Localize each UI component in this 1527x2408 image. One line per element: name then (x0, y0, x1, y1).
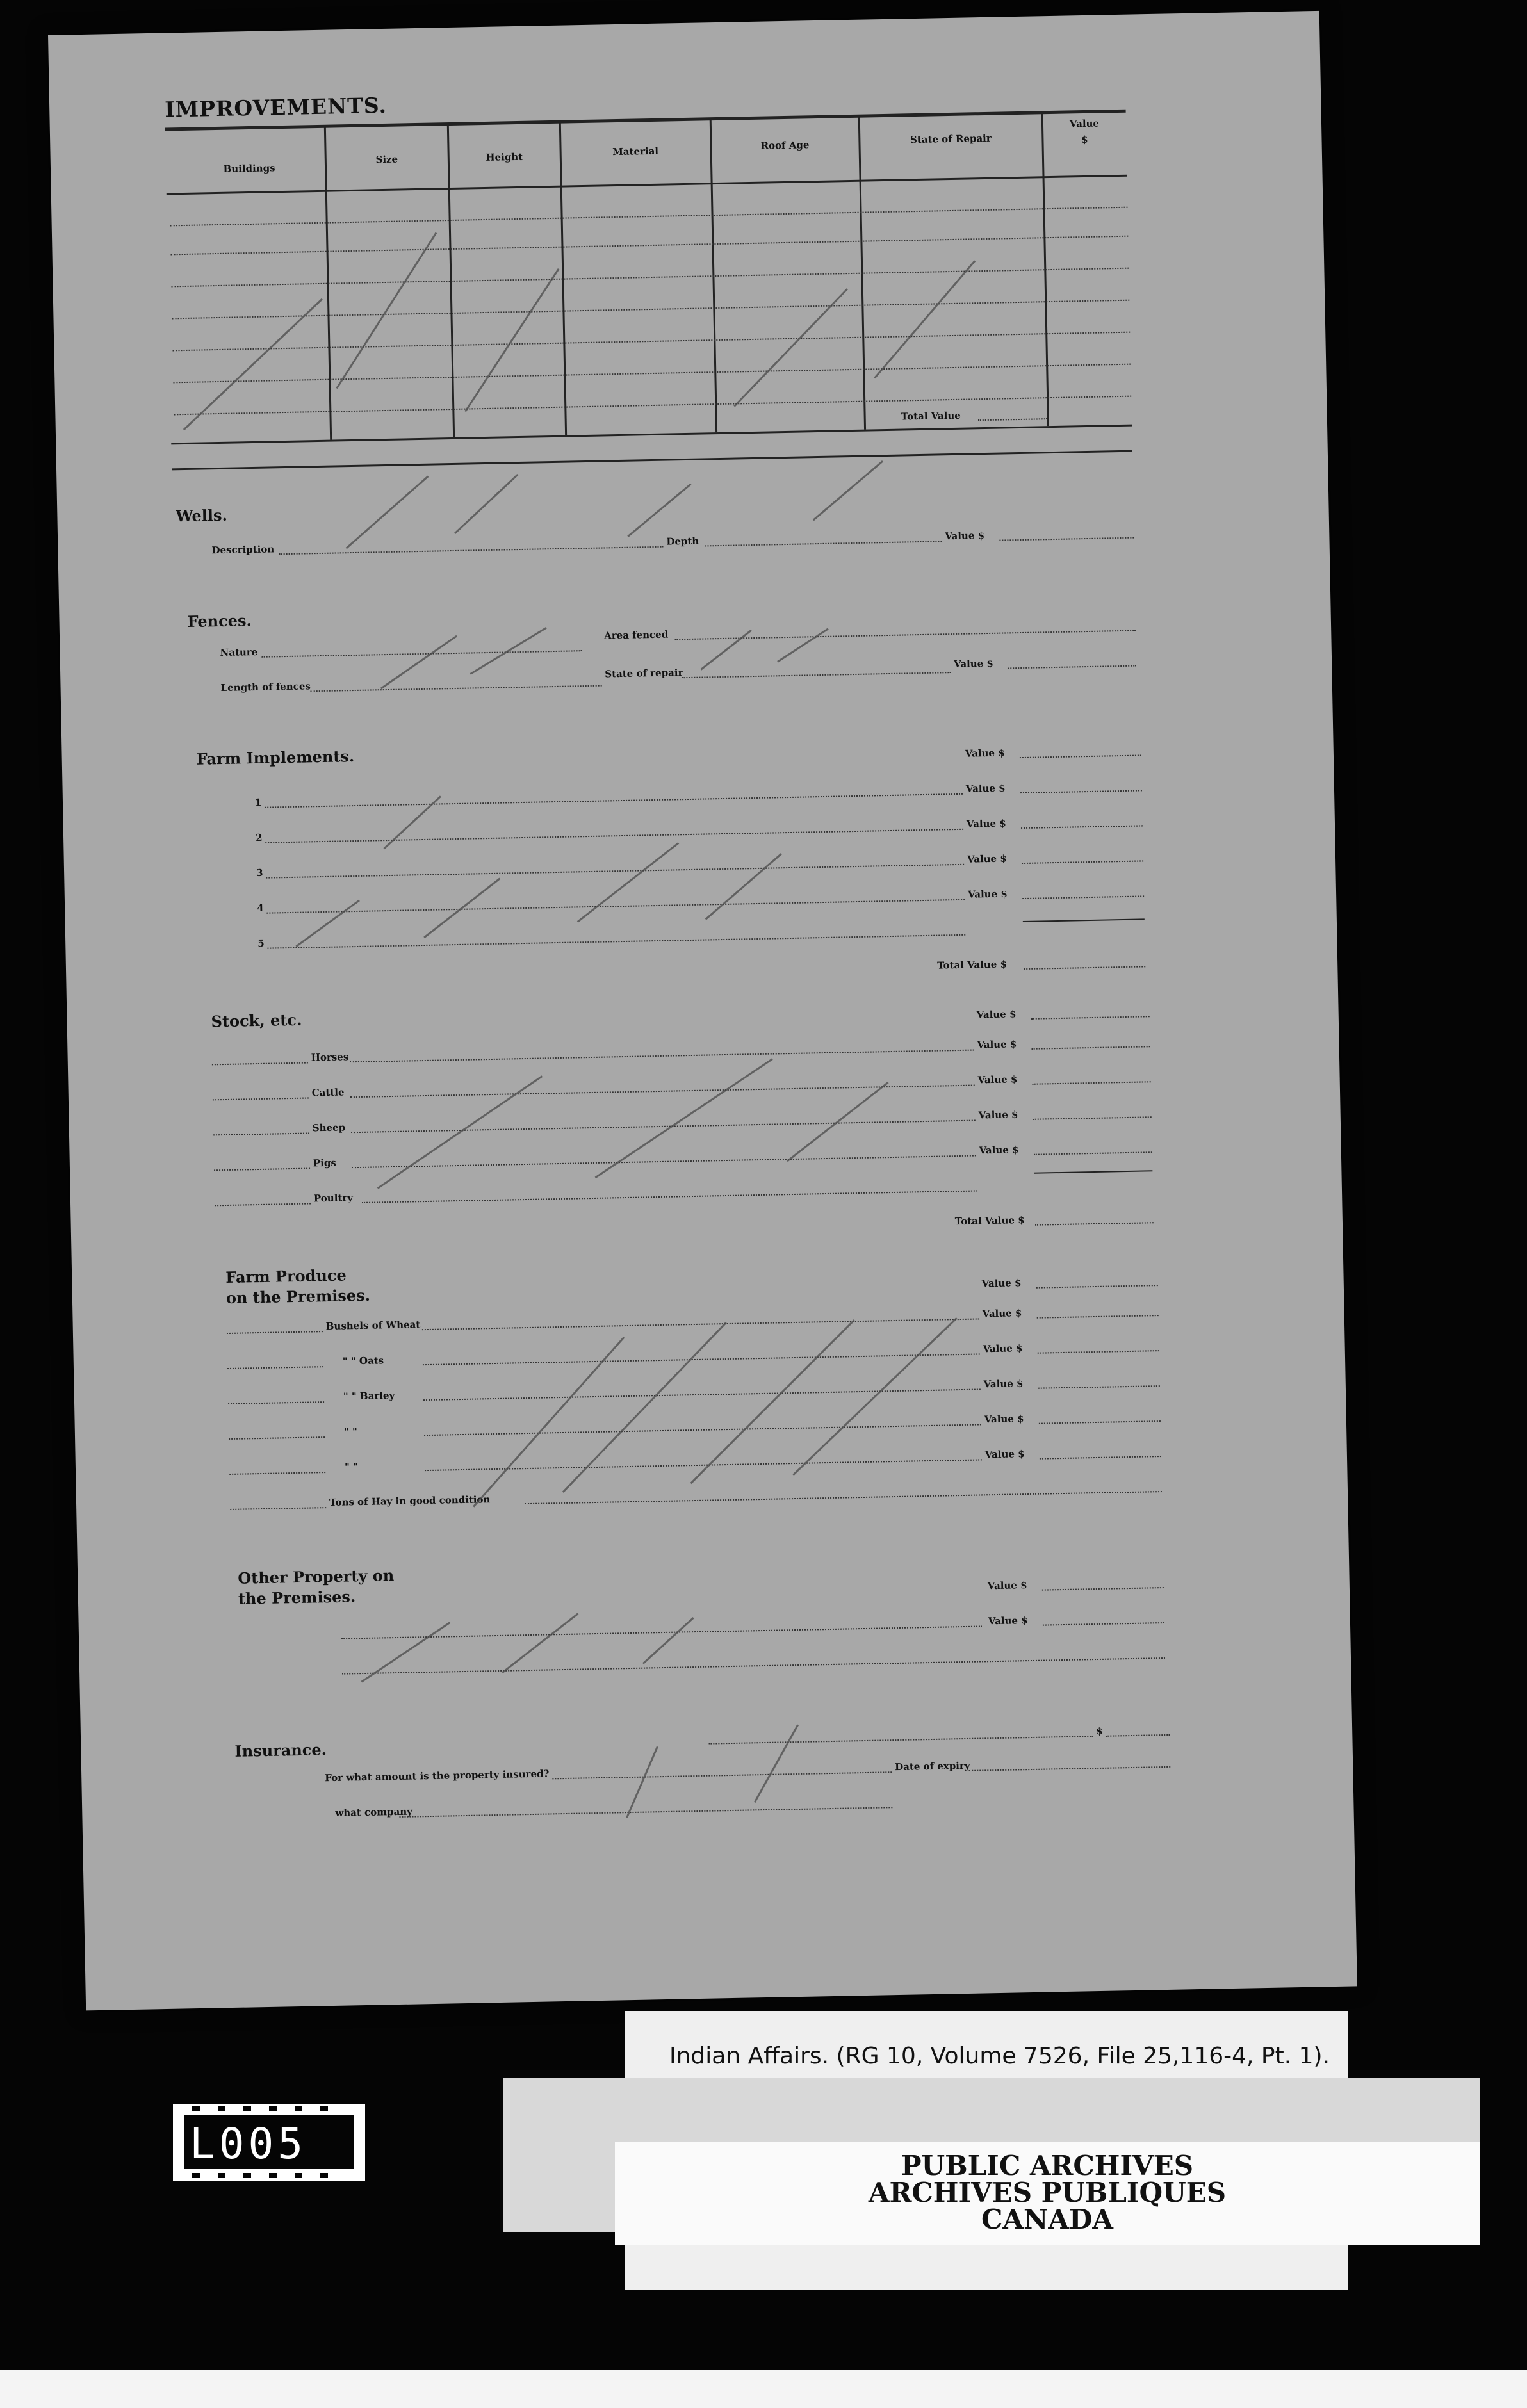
table-row-line (171, 236, 1129, 256)
produce-item-line (424, 1424, 981, 1436)
citation-text: Indian Affairs. (RG 10, Volume 7526, File 25,116-4, Pt. 1). (669, 2043, 1330, 2069)
insurance-title: Insurance. (234, 1740, 327, 1761)
fences-length-label: Length of fences (220, 680, 311, 694)
implement-value-label: Value $ (965, 782, 1006, 795)
hay-count-line (230, 1507, 326, 1510)
implement-number: 5 (257, 937, 265, 949)
implement-value-line (1020, 754, 1141, 758)
stock-count-line (212, 1062, 308, 1066)
produce-count-line (227, 1366, 323, 1369)
stock-value-line (1034, 1151, 1152, 1155)
produce-item-label: " " (344, 1461, 359, 1473)
table-row-line (172, 300, 1130, 320)
col-header-height: Height (486, 150, 523, 163)
archive-line-2: ARCHIVES PUBLIQUES (868, 2177, 1227, 2208)
implement-number: 1 (254, 796, 262, 809)
wells-description-label: Description (211, 543, 275, 557)
improvements-total-line (978, 418, 1047, 421)
fences-nature-line (262, 650, 582, 658)
stock-item-line (350, 1085, 975, 1098)
col-header-value: Value (1069, 117, 1100, 130)
stock-item-label: Poultry (313, 1192, 354, 1205)
produce-item-line (423, 1388, 981, 1401)
col-header-size: Size (375, 153, 398, 166)
stock-title: Stock, etc. (211, 1010, 302, 1031)
stock-value-label: Value $ (979, 1144, 1019, 1157)
implement-number: 2 (255, 831, 263, 844)
table-row-line (170, 207, 1128, 227)
implements-total-line (1024, 966, 1145, 970)
implement-value-label: Value $ (965, 747, 1005, 760)
produce-value-label: Value $ (982, 1307, 1022, 1320)
improvements-title: IMPROVEMENTS. (164, 92, 388, 122)
archive-line-3: CANADA (981, 2204, 1113, 2235)
produce-value-line (1037, 1315, 1159, 1319)
stock-value-label: Value $ (977, 1038, 1017, 1051)
stock-value-line (1033, 1081, 1151, 1085)
stock-count-line (214, 1167, 310, 1171)
fences-title: Fences. (187, 611, 252, 631)
insurance-dollar-line (1106, 1734, 1170, 1737)
fences-repair-line (682, 672, 951, 678)
col-header-material: Material (612, 145, 659, 158)
produce-title: Farm Produce (225, 1265, 347, 1287)
fences-nature-label: Nature (220, 646, 258, 659)
stock-value-line (1032, 1046, 1150, 1050)
table-row-line (174, 396, 1131, 416)
stock-count-line (213, 1132, 309, 1135)
fences-value-line (1008, 665, 1136, 669)
stock-item-label: Cattle (311, 1086, 345, 1099)
insurance-company-label: what company (335, 1805, 413, 1819)
implements-title: Farm Implements. (196, 747, 355, 769)
produce-value-line (1038, 1350, 1159, 1354)
produce-value-line (1038, 1385, 1160, 1389)
improvements-end-rule (172, 450, 1132, 471)
stock-total-line (1035, 1222, 1154, 1226)
insurance-amount-label: For what amount is the property insured? (325, 1768, 550, 1784)
wells-title: Wells. (176, 505, 228, 526)
bottom-border (0, 2370, 1527, 2408)
fences-repair-label: State of repair (605, 667, 683, 680)
form-sheet (48, 11, 1357, 2011)
implement-line (267, 934, 965, 949)
col-header-buildings: Buildings (223, 162, 275, 175)
insurance-top-line (708, 1736, 1093, 1745)
table-row-line (172, 268, 1129, 288)
produce-value-label: Value $ (984, 1413, 1024, 1426)
other-value-line (1042, 1587, 1164, 1591)
fences-length-line (311, 685, 602, 692)
archive-line-1: PUBLIC ARCHIVES (901, 2150, 1194, 2181)
fences-area-label: Area fenced (603, 628, 669, 642)
produce-value-label: Value $ (983, 1378, 1024, 1390)
wells-description-line (279, 546, 664, 555)
implement-value-line (1020, 790, 1142, 793)
produce-subtitle: on the Premises. (225, 1285, 371, 1308)
col-header-value-unit: $ (1081, 133, 1088, 146)
insurance-expiry-line (968, 1766, 1170, 1771)
implement-number: 4 (257, 902, 264, 914)
insurance-amount-line (552, 1771, 892, 1779)
improvements-bottom-rule (171, 425, 1132, 445)
implement-line (266, 899, 965, 914)
implements-sum-rule (1023, 918, 1145, 922)
stock-total-label: Total Value $ (954, 1214, 1025, 1228)
wells-depth-label: Depth (666, 535, 699, 548)
stock-count-line (213, 1097, 309, 1100)
produce-item-label: " " (343, 1426, 357, 1438)
implement-value-label: Value $ (967, 888, 1008, 900)
table-row-line (173, 364, 1131, 384)
implement-value-label: Value $ (966, 817, 1006, 830)
stock-value-label: Value $ (976, 1008, 1017, 1021)
hay-line (525, 1491, 1162, 1504)
other-property-line (341, 1625, 982, 1639)
stock-item-label: Sheep (312, 1121, 346, 1134)
stock-item-label: Pigs (313, 1157, 336, 1169)
produce-value-label: Value $ (981, 1277, 1022, 1290)
other-value-label: Value $ (987, 1579, 1027, 1592)
insurance-company-line (399, 1807, 892, 1818)
produce-count-line (229, 1436, 325, 1440)
frame-number-box (173, 2104, 365, 2181)
wells-depth-line (705, 541, 942, 546)
stock-item-line (350, 1050, 974, 1063)
produce-value-line (1040, 1456, 1161, 1460)
produce-count-line (229, 1472, 325, 1475)
stock-value-line (1033, 1116, 1152, 1120)
implements-total-label: Total Value $ (936, 958, 1008, 972)
stock-count-line (215, 1203, 311, 1206)
produce-value-label: Value $ (983, 1342, 1023, 1355)
other-value-label: Value $ (988, 1615, 1028, 1627)
other-property-subtitle: the Premises. (238, 1587, 356, 1608)
other-value-line (1043, 1622, 1164, 1626)
produce-value-line (1039, 1420, 1161, 1424)
stock-item-line (352, 1155, 976, 1169)
implement-value-label: Value $ (967, 852, 1007, 865)
produce-item-line (423, 1353, 980, 1365)
improvements-header-rule (167, 175, 1127, 195)
wells-value-line (999, 537, 1134, 541)
stock-value-label: Value $ (978, 1109, 1018, 1121)
produce-count-line (227, 1331, 323, 1334)
frame-number: L005 (190, 2119, 307, 2168)
implement-value-line (1022, 895, 1144, 899)
wells-value-label: Value $ (945, 530, 985, 542)
pencil-slash-marks (48, 11, 1357, 2011)
stock-item-line (351, 1120, 976, 1134)
implement-value-line (1021, 825, 1143, 829)
insurance-dollar: $ (1095, 1725, 1103, 1737)
produce-item-label: Bushels of Wheat (325, 1319, 421, 1333)
other-property-line (342, 1657, 1165, 1675)
fences-value-label: Value $ (953, 657, 994, 671)
implement-line (265, 829, 963, 843)
stock-sum-rule (1034, 1170, 1152, 1174)
produce-item-line (425, 1459, 982, 1471)
col-header-state-of-repair: State of Repair (910, 132, 992, 146)
col-header-roof-age: Roof Age (760, 139, 810, 152)
implement-value-line (1022, 860, 1143, 864)
implement-line (266, 864, 964, 879)
stock-item-line (362, 1190, 977, 1203)
produce-value-line (1036, 1285, 1158, 1289)
stock-item-label: Horses (311, 1051, 349, 1064)
stock-value-line (1031, 1016, 1150, 1020)
produce-count-line (228, 1401, 324, 1404)
produce-item-label: " " Barley (343, 1390, 395, 1403)
table-row-line (172, 332, 1130, 352)
implement-number: 3 (256, 866, 263, 879)
other-property-title: Other Property on (238, 1566, 395, 1588)
stock-value-label: Value $ (977, 1073, 1018, 1086)
produce-item-line (422, 1318, 979, 1330)
improvements-total-label: Total Value (901, 409, 961, 423)
implement-line (265, 793, 963, 808)
fences-area-line (674, 630, 1136, 640)
insurance-expiry-label: Date of expiry (894, 1759, 970, 1773)
produce-item-label: " " Oats (342, 1354, 384, 1367)
hay-label: Tons of Hay in good condition (329, 1493, 491, 1508)
produce-value-label: Value $ (984, 1448, 1025, 1461)
